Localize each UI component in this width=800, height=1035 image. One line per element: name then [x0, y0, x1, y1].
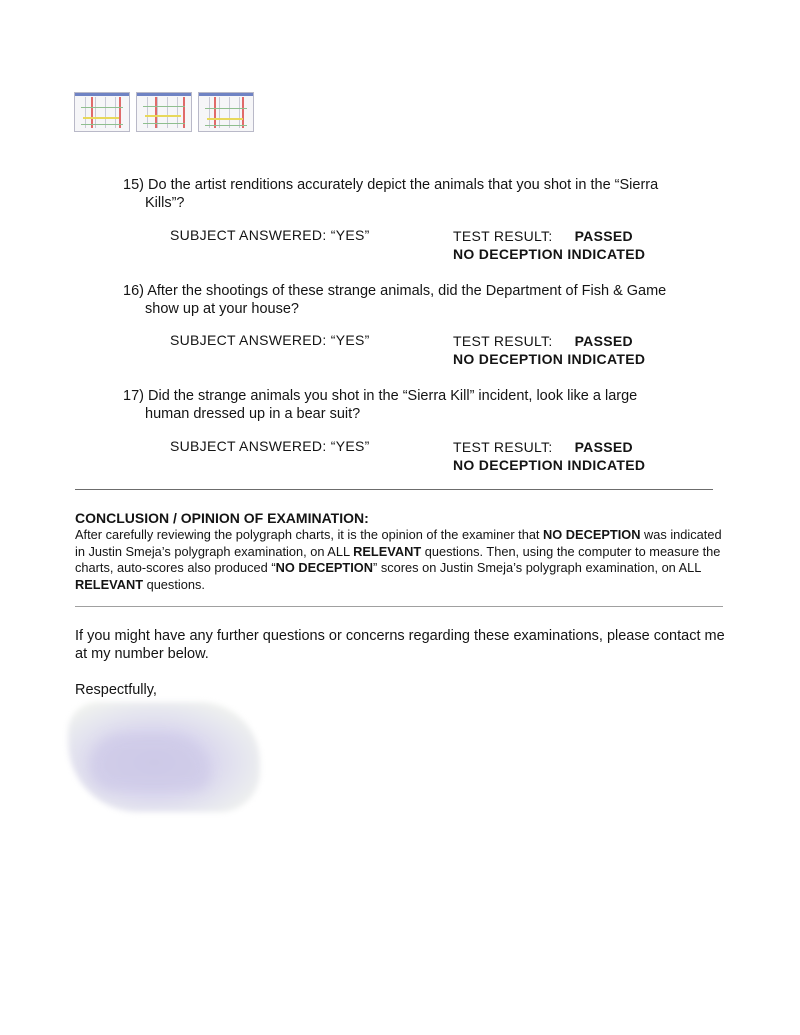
conclusion-body	[75, 527, 725, 593]
conclusion-text: ” scores on Justin Smeja’s polygraph examination, on ALL	[373, 560, 701, 575]
test-result-value: PASSED	[574, 439, 633, 455]
closing-salutation: Respectfully,	[75, 682, 157, 698]
conclusion-text: After carefully reviewing the polygraph charts, it is the opinion of the examiner that	[75, 527, 544, 542]
polygraph-chart-thumbnail-1[interactable]	[74, 92, 130, 132]
question-text-line2: Kills”?	[145, 195, 185, 211]
test-result-value: PASSED	[574, 333, 633, 349]
question-number: 16)	[123, 283, 144, 299]
section-divider	[75, 606, 723, 607]
question-text-line2: show up at your house?	[145, 301, 299, 317]
test-result	[453, 438, 645, 474]
test-result-label: TEST RESULT:	[453, 333, 553, 349]
deception-note: NO DECEPTION INDICATED	[453, 457, 646, 473]
deception-note: NO DECEPTION INDICATED	[453, 351, 646, 367]
contact-paragraph: If you might have any further questions or concerns regarding these examinations, please contact me at my number below.	[75, 628, 725, 662]
conclusion-text: questions.	[143, 576, 205, 592]
conclusion-text: questions. Then, using the computer to measure the charts, auto-scores also produced “	[75, 543, 721, 575]
chart-thumbnails	[74, 92, 254, 132]
polygraph-chart-thumbnail-3[interactable]	[198, 92, 254, 132]
test-result	[453, 332, 645, 368]
question-text-line1: After the shootings of these strange animals, did the Department of Fish & Game	[147, 283, 667, 299]
subject-answer: SUBJECT ANSWERED: “YES”	[170, 332, 370, 348]
subject-answer: SUBJECT ANSWERED: “YES”	[170, 227, 370, 243]
question-17	[123, 387, 723, 423]
conclusion-title: CONCLUSION / OPINION OF EXAMINATION:	[75, 510, 369, 526]
conclusion-emphasis: NO DECEPTION	[275, 560, 374, 575]
signature-ink	[90, 735, 210, 790]
test-result-value: PASSED	[574, 228, 633, 244]
conclusion-emphasis: NO DECEPTION	[543, 527, 641, 542]
deception-note: NO DECEPTION INDICATED	[453, 246, 646, 262]
question-16	[123, 282, 723, 318]
question-text-line1: Did the strange animals you shot in the “Sierra Kill” incident, look like a large	[148, 388, 638, 404]
question-number: 15)	[123, 177, 144, 193]
section-divider	[75, 489, 713, 490]
conclusion-emphasis: RELEVANT	[353, 543, 422, 559]
test-result	[453, 227, 645, 263]
test-result-label: TEST RESULT:	[453, 439, 553, 455]
conclusion-text: was indicated in Justin Smeja’s polygraph examination, on ALL	[75, 527, 722, 559]
test-result-label: TEST RESULT:	[453, 228, 553, 244]
polygraph-chart-thumbnail-2[interactable]	[136, 92, 192, 132]
question-text-line1: Do the artist renditions accurately depict the animals that you shot in the “Sierra	[148, 177, 659, 193]
subject-answer: SUBJECT ANSWERED: “YES”	[170, 438, 370, 454]
conclusion-emphasis: RELEVANT	[75, 576, 144, 592]
question-15	[123, 176, 723, 212]
question-text-line2: human dressed up in a bear suit?	[145, 406, 361, 422]
question-number: 17)	[123, 388, 144, 404]
